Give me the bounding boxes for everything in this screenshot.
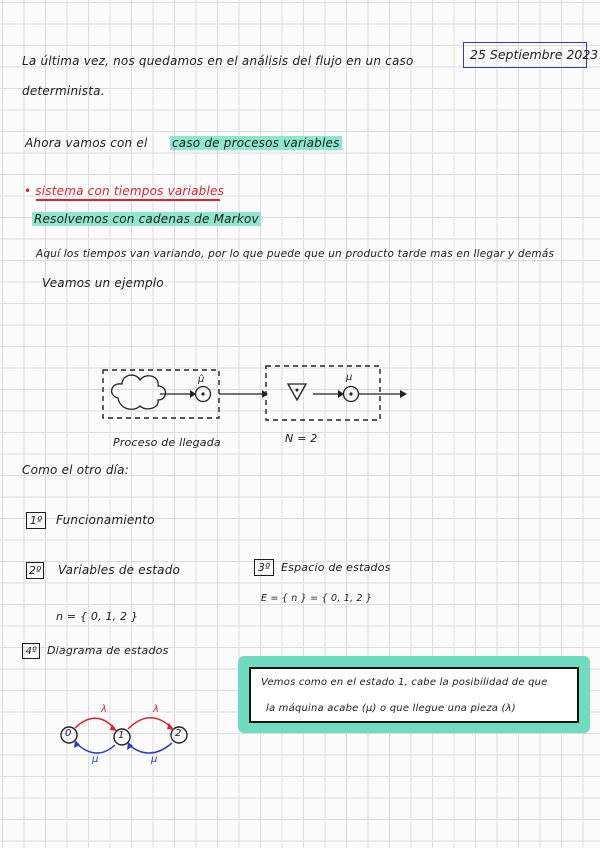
ahora-prefix: Ahora vamos con el xyxy=(25,136,148,150)
intro-line-2: determinista. xyxy=(22,84,105,98)
step-2-label: Variables de estado xyxy=(58,563,181,577)
date-text: 25 Septiembre 2023 xyxy=(470,47,599,62)
section-subtitle: Resolvemos con cadenas de Markov xyxy=(34,212,259,226)
como-label: Como el otro día: xyxy=(22,463,129,477)
step-3-label: Espacio de estados xyxy=(281,561,391,574)
lambda-arrow-01 xyxy=(75,718,115,729)
mu-arrow-10 xyxy=(76,743,115,753)
section-example: Veamos un ejemplo xyxy=(42,276,164,290)
lambda-label-12: λ xyxy=(153,704,160,715)
step-1-label: Funcionamiento xyxy=(56,513,155,527)
step-1-number: 1º xyxy=(26,512,46,529)
n-label: N = 2 xyxy=(285,432,318,445)
state-0-label: 0 xyxy=(65,728,72,739)
section-bullet-title: • sistema con tiempos variables xyxy=(24,184,225,198)
state-2-label: 2 xyxy=(175,728,182,739)
step-3-number: 3º xyxy=(254,559,274,576)
mu-hat-label: μ̂ xyxy=(198,374,205,385)
lambda-arrow-12 xyxy=(128,718,172,729)
lambda-label-01: λ xyxy=(101,704,108,715)
step-3-value: E = { n } = { 0, 1, 2 } xyxy=(261,593,373,604)
mu-label-21: μ xyxy=(151,754,158,765)
intro-line-1: La última vez, nos quedamos en el análisis del flujo en un caso xyxy=(22,54,414,68)
note-line-1: Vemos como en el estado 1, cabe la posibilidad de que xyxy=(261,677,548,688)
step-2-number: 2º xyxy=(26,562,44,579)
step-4-label: Diagrama de estados xyxy=(47,644,169,657)
ahora-highlight: caso de procesos variables xyxy=(172,136,340,150)
note-line-2: la máquina acabe (μ) o que llegue una pieza (λ) xyxy=(266,703,516,714)
mu-label: μ xyxy=(346,372,353,383)
state-1-label: 1 xyxy=(118,730,125,741)
arrival-process-label: Proceso de llegada xyxy=(113,436,221,449)
step-4-number: 4º xyxy=(22,643,40,659)
mu-label-10: μ xyxy=(92,754,99,765)
note-box xyxy=(249,667,579,723)
mu-arrow-21 xyxy=(129,743,172,753)
section-description: Aquí los tiempos van variando, por lo que puede que un producto tarde mas en llegar y demás xyxy=(36,248,555,260)
step-2-value: n = { 0, 1, 2 } xyxy=(56,610,139,623)
